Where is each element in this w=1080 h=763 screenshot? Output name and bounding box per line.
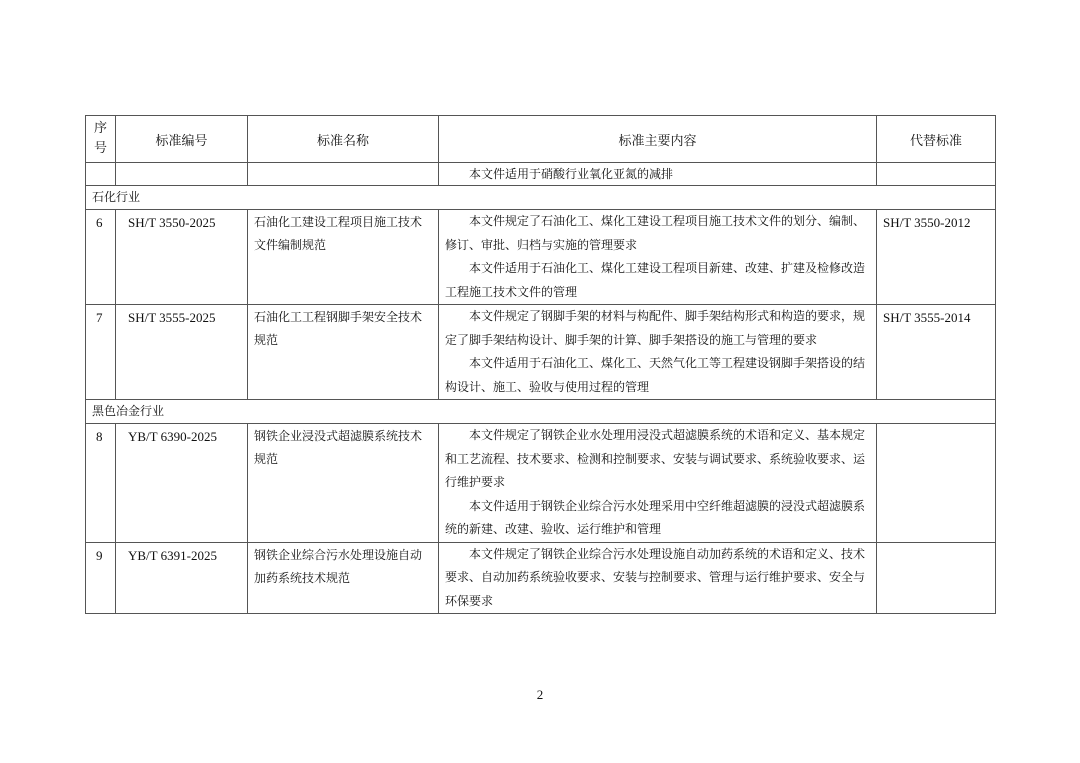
row-replace: SH/T 3555-2014 <box>877 305 996 400</box>
header-content: 标准主要内容 <box>439 116 877 163</box>
content-paragraph: 本文件规定了钢铁企业综合污水处理设施自动加药系统的术语和定义、技术要求、自动加药系统验收要求、安装与控制要求、管理与运行维护要求、安全与环保要求 <box>445 546 866 608</box>
row-code: SH/T 3550-2025 <box>116 210 248 305</box>
row-seq: 8 <box>86 424 116 543</box>
row-code: YB/T 6391-2025 <box>116 542 248 614</box>
row-seq: 6 <box>86 210 116 305</box>
content-paragraph: 本文件规定了石油化工、煤化工建设工程项目施工技术文件的划分、编制、修订、审批、归档与实施的管理要求 <box>445 214 866 252</box>
row-seq: 7 <box>86 305 116 400</box>
table-row <box>86 305 996 400</box>
page-number: 2 <box>536 687 544 702</box>
row-replace <box>877 542 996 614</box>
section-title: 石化行业 <box>86 186 996 210</box>
continuation-content: 本文件适用于硝酸行业氧化亚氮的减排 <box>439 163 877 186</box>
row-content <box>439 210 877 305</box>
table-header-row <box>86 116 996 163</box>
header-code: 标准编号 <box>116 116 248 163</box>
row-replace <box>877 424 996 543</box>
content-paragraph: 本文件规定了钢脚手架的材料与构配件、脚手架结构形式和构造的要求，规定了脚手架结构设计、脚手架的计算、脚手架搭设的施工与管理的要求 <box>445 309 866 347</box>
row-name: 石油化工工程钢脚手架安全技术规范 <box>248 305 439 400</box>
content-paragraph: 本文件适用于石油化工、煤化工建设工程项目新建、改建、扩建及检修改造工程施工技术文件的管理 <box>445 261 866 299</box>
row-content <box>439 424 877 543</box>
continuation-row <box>86 163 996 186</box>
header-name: 标准名称 <box>248 116 439 163</box>
row-code: SH/T 3555-2025 <box>116 305 248 400</box>
row-code: YB/T 6390-2025 <box>116 424 248 543</box>
row-content <box>439 542 877 614</box>
content-paragraph: 本文件规定了钢铁企业水处理用浸没式超滤膜系统的术语和定义、基本规定和工艺流程、技术要求、检测和控制要求、安装与调试要求、系统验收要求、运行维护要求 <box>445 428 866 489</box>
row-name: 钢铁企业综合污水处理设施自动加药系统技术规范 <box>248 542 439 614</box>
table-row <box>86 542 996 614</box>
standards-table <box>85 115 996 614</box>
section-title: 黑色冶金行业 <box>86 400 996 424</box>
content-paragraph: 本文件适用于钢铁企业综合污水处理采用中空纤维超滤膜的浸没式超滤膜系统的新建、改建、验收、运行维护和管理 <box>445 498 866 536</box>
section-row <box>86 186 996 210</box>
row-content <box>439 305 877 400</box>
row-seq: 9 <box>86 542 116 614</box>
row-name: 石油化工建设工程项目施工技术文件编制规范 <box>248 210 439 305</box>
table-row <box>86 424 996 543</box>
section-row <box>86 400 996 424</box>
table-row <box>86 210 996 305</box>
content-paragraph: 本文件适用于石油化工、煤化工、天然气化工等工程建设钢脚手架搭设的结构设计、施工、验收与使用过程的管理 <box>445 356 866 394</box>
header-seq: 序号 <box>86 116 116 163</box>
row-replace: SH/T 3550-2012 <box>877 210 996 305</box>
header-replace: 代替标准 <box>877 116 996 163</box>
row-name: 钢铁企业浸没式超滤膜系统技术规范 <box>248 424 439 543</box>
